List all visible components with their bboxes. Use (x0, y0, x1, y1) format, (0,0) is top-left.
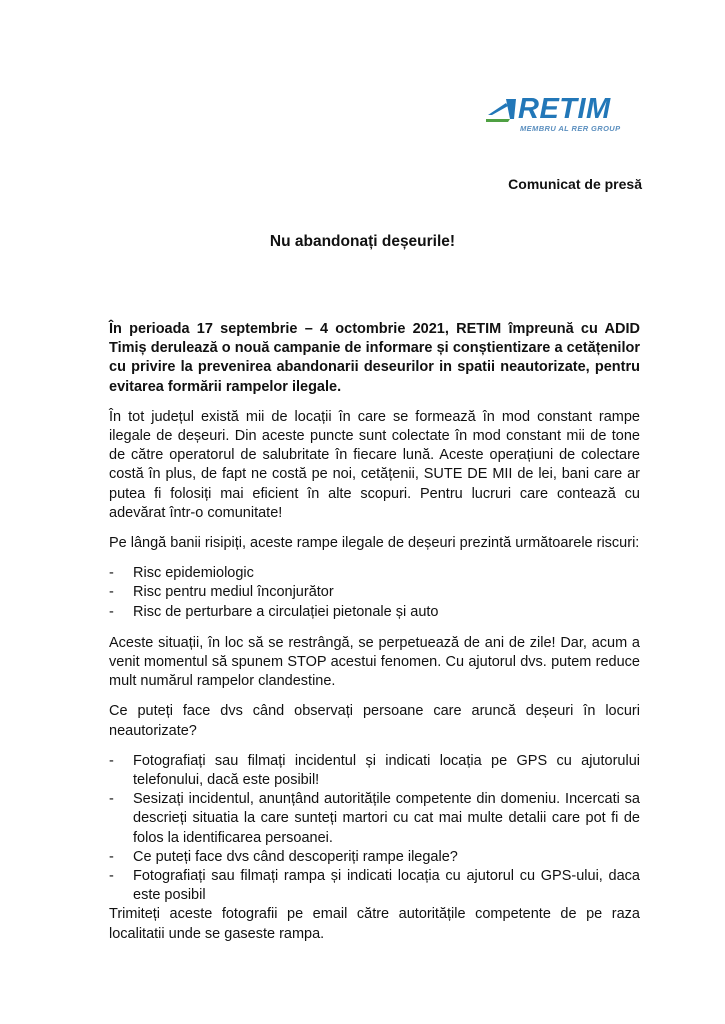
list-item: - Ce puteți face dvs când descoperiți rampe ilegale? (109, 848, 640, 867)
closing-paragraph: Trimiteți aceste fotografii pe email către autoritățile competente de pe raza localitatii unde se gaseste rampa. (109, 906, 640, 942)
list-item: - Risc de perturbare a circulației pietonale și auto (109, 603, 640, 622)
list-item: - Risc pentru mediul înconjurător (109, 583, 640, 602)
paragraph-costs: În tot județul există mii de locații în care se formează în mod constant rampe ilegale de deșeuri. Din aceste puncte sunt colectate în mod constant mii de tone de către operatorul de salubritate în fiecare lună. Aceste operațiuni de colectare costă în plus, de fapt ne costă pe noi, cetățenii, SUTE DE MII de lei, bani care ar putea fi folosiți mai eficient în alte scopuri. Pentru lucruri care contează cu adevărat într-o comunitate! (109, 408, 640, 521)
list-item: - Sesizați incidentul, anunțând autoritățile competente din domeniu. Incercati sa descrieți situatia la care sunteți martori cu cat mai multe detalii care pot fi de folos la identificarea persoanei. (109, 790, 640, 848)
actions-list (109, 752, 640, 906)
lead-paragraph: În perioada 17 septembrie – 4 octombrie 2021, RETIM împreună cu ADID Timiș derulează o nouă campanie de informare și conștientizare a cetățenilor cu privire la prevenirea abandonarii deseurilor in spatii neautorizate, pentru evitarea formării rampelor ilegale. (109, 321, 640, 395)
retim-logo-mark-icon (486, 97, 518, 123)
risks-intro: Pe lângă banii risipiți, aceste rampe ilegale de deșeuri prezintă următoarele riscuri: (109, 535, 640, 552)
press-release-label: Comunicat de presă (508, 176, 642, 192)
list-item: - Fotografiați sau filmați rampa și indicati locația cu ajutorul cu GPS-ului, daca este posibil (109, 867, 640, 905)
logo-name: RETIM (518, 93, 611, 125)
question-paragraph: Ce puteți face dvs când observați persoane care aruncă deșeuri în locuri neautorizate? (109, 703, 640, 739)
page-title: Nu abandonați deșeurile! (269, 233, 456, 250)
retim-logo (486, 93, 646, 141)
list-item: - Fotografiați sau filmați incidentul și indicati locația pe GPS cu ajutorului telefonului, dacă este posibil! (109, 752, 640, 790)
risks-list (109, 564, 640, 622)
paragraph-stop: Aceste situații, în loc să se restrângă, se perpetuează de ani de zile! Dar, acum a venit momentul să spunem STOP acestui fenomen. Cu ajutorul dvs. putem reduce mult numărul rampelor clandestine. (109, 634, 640, 690)
list-item: - Risc epidemiologic (109, 564, 640, 583)
document-body (109, 320, 640, 955)
logo-tagline: MEMBRU AL RER GROUP (520, 124, 621, 133)
